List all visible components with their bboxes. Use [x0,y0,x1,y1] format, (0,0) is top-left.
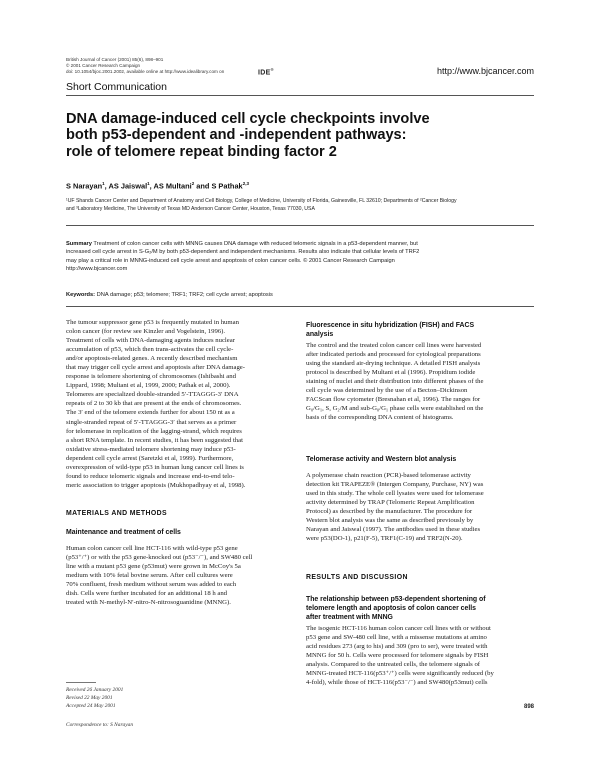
received-date: Received 26 January 2001 [66,687,124,693]
fish-paragraph: The control and the treated colon cancer cell lines were harvested after indicated periods and processed for cytological preparations using the standard air-drying technique. A detailed FISH analysis protocol is described by Multani et al (1996). Propidium iodide staining of nuclei and their distribution into different phases of the cell cycle was determined by the use of a Becton–Dickinson FACScan flow cytometer (Bresnahan et al, 1996). The ranges for G₀/G₁, S, G₂/M and sub-G₀/G₁ phase cells were established on the basis of the corresponding DNA content of histograms. [306,342,484,422]
results-heading: RESULTS AND DISCUSSION [306,574,408,581]
methods-heading: MATERIALS AND METHODS [66,510,168,517]
affiliations [66,197,534,214]
journal-line: © 2001 Cancer Research Campaign [66,63,141,68]
relationship-paragraph: The isogenic HCT-116 human colon cancer cell lines with or without p53 gene and SW-480 cell line, with a missense mutations at amino acid residues 273 (arg to his) and 309 (pro to ser), were treated with MNNG for 50 h. Cells were processed for telomere signals by FISH analysis. Compared to the untreated cells, the telomere signals of MNNG-treated HCT-116(p53⁺/⁺) cells were significantly reduced (by 4-fold), while those of HCT-116(p53⁻/⁻) and SW480(p53mut) cells [306,625,494,687]
maintenance-paragraph: Human colon cancer cell line HCT-116 with wild-type p53 gene (p53⁺/⁺) or with the p53 gene-knocked out (p53⁻/⁻), and SW480 cell line with a mutant p53 gene (p53mut) were grown in McCoy's 5a medium with 10% fetal bovine serum. After cell cultures were 70% confluent, fresh medium without serum was added to each dish. Cells were further incubated for an additional 18 h and treated with N-methyl-N′-nitro-N-nitrosoguanidine (MNNG). [66,545,253,607]
author-name: S Pathak [211,181,243,191]
fish-heading: Fluorescence in situ hybridization (FISH) and FACS analysis [306,322,475,338]
affiliation-line: and ³Laboratory Medicine, The University of Texas MD Anderson Cancer Center, Houston, Texas 77030, USA [66,206,315,213]
summary-text: may play a critical role in MNNG-induced cell cycle arrest and apoptosis of colon cancer cells. © 2001 Cancer Research Campaign [66,257,395,264]
article-type: Short Communication [66,81,167,93]
ideal-logo: IDE® [258,67,274,77]
keywords-divider [66,306,534,307]
title-line: DNA damage-induced cell cycle checkpoints involve [66,111,430,127]
accepted-date: Accepted 24 May 2001 [66,702,116,709]
correspondence: Correspondence to: S Narayan [66,722,134,728]
affiliation-line: ¹UF Shands Cancer Center and Department of Anatomy and Cell Biology, College of Medicine, University of Florida, Gainesville, FL 32610; Departments of ²Cancer Biology [66,198,457,204]
keywords [66,292,534,298]
author-name: AS Multani [153,181,192,191]
revised-date: Revised 22 May 2001 [66,694,113,701]
maintenance-heading: Maintenance and treatment of cells [66,529,181,536]
article-title [66,111,534,160]
journal-line: British Journal of Cancer (2001) 85(6), 898–901 [66,57,164,62]
footnote-divider [66,682,96,683]
header-divider [66,95,534,96]
journal-line: doi: 10.1054/bjoc.2001.2002, available online at http://www.idealibrary.com on [66,69,225,74]
telomerase-heading: Telomerase activity and Western blot analysis [306,456,457,463]
author-list: S Narayan$^1$, AS Jaiswal$^1$, AS Multani$^2$ and S Pathak$^{2,3}$ [66,181,249,191]
author-name: S Narayan [66,181,103,191]
title-line: both p53-dependent and -independent pathways: [66,127,407,144]
article-dates [66,687,123,710]
summary-text: http://www.bjcancer.com [66,266,128,273]
journal-url-link[interactable]: http://www.bjcancer.com [436,66,534,76]
journal-citation [66,57,224,75]
abstract [66,240,534,273]
keywords-text: DNA damage; p53; telomere; TRF1; TRF2; cell cycle arrest; apoptosis [96,292,273,298]
page-number: 898 [523,704,534,710]
title-line: role of telomere repeat binding factor 2 [66,143,337,160]
author-name: AS Jaiswal [108,181,148,191]
relationship-heading: The relationship between p53-dependent shortening of telomere length and apoptosis of colon cancer cells after treatment with MNNG [306,596,486,621]
intro-paragraph: The tumour suppressor gene p53 is frequently mutated in human colon cancer (for review see Kinzler and Vogelstein, 1996). Treatment of cells with DNA-damaging agents induces nuclear accumulation of p53, which then trans-activates the cell cycle- and/or apoptosis-related genes. A recently described mechanism that may trigger cell cycle arrest and apoptosis after DNA damage- response is telomere shortening of chromosomes (Ishibashi and Lippard, 1998; Multani et al, 1999, 2000; Pathak et al, 2000). Telomeres are specialized double-stranded 5′-TTAGGG-3′ DNA repeats of 2 to 30 kb that are present at the ends of chromosomes. The 3′ end of the telomere extends further for about 150 nt as a single-stranded repeat of 5′-TTAGGG-3′ that serves as a primer for telomerase in replication of the lagging-strand, which requires a short RNA template. In recent studies, it has been suggested that oxidative stress-mediated telomere shortening may induce p53- dependent cell cycle arrest (Saretzki et al, 1999). Furthermore, overexpression of wild-type p53 in human lung cancer cell lines is found to reduce telomeric signals and increase end-to-end telo- meric association to trigger apoptosis (Mukhopadhyay et al, 1998). [66,319,246,489]
summary-text: increased cell cycle arrest in S-G₂/M by both p53-dependent and independent mechanisms. Results also indicate that cellular levels of TRF2 [66,249,420,256]
telomerase-paragraph: A polymerase chain reaction (PCR)-based telomerase activity detection kit TRAPEZE® (Intergen Company, Purchase, NY) was used in this study. The whole cell lysates were used for telomerase activity determined by TRAP (Telomeric Repeat Amplification Protocol) as described by the manufacturer. The procedure for Western blot analysis was the same as described previously by Narayan and Jaiswal (1997). The antibodies used in these studies were p53(DO-1), p21(F-5), TRF1(C-19) and TRF2(N-20). [306,472,484,543]
abstract-divider [66,225,534,226]
summary-label: Summary [66,241,92,247]
summary-text: Treatment of colon cancer cells with MNNG causes DNA damage with reduced telomeric signals in a p53-dependent manner, but [93,241,418,247]
keywords-label: Keywords: [66,292,96,298]
